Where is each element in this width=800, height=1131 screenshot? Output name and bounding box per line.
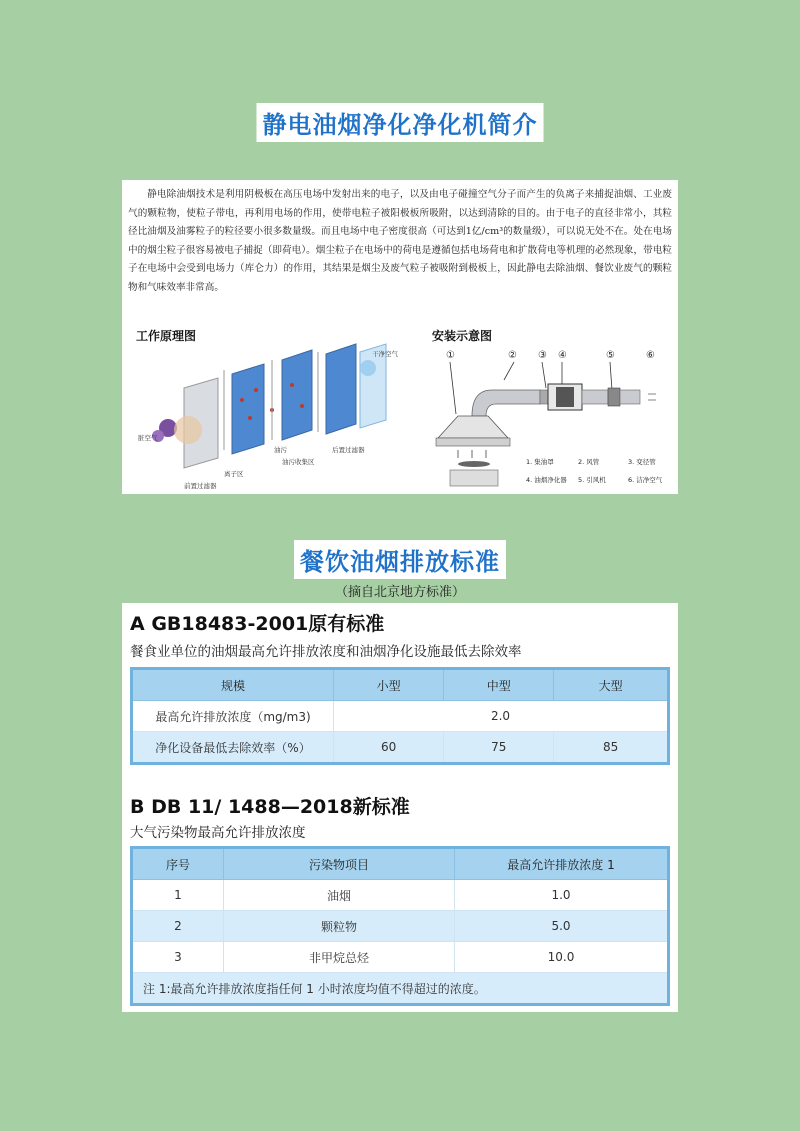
intro-card xyxy=(122,180,678,494)
num-6: ⑥ xyxy=(646,350,655,361)
label-front-filter: 前置过滤器 xyxy=(184,482,217,490)
section-title-standards: 餐饮油烟排放标准 xyxy=(294,540,506,579)
table-row xyxy=(132,669,669,701)
cell-max: 5.0 xyxy=(455,911,669,942)
cell-no: 3 xyxy=(132,942,224,973)
cell-small: 60 xyxy=(334,732,444,764)
standard-b-table xyxy=(130,846,670,1006)
working-principle-title: 工作原理图 xyxy=(136,329,197,343)
cell-large: 85 xyxy=(554,732,669,764)
legend-4: 4. 油烟净化器 xyxy=(526,476,567,484)
cell-medium: 75 xyxy=(444,732,554,764)
label-oil-stain: 油污 xyxy=(274,446,287,454)
col-no: 序号 xyxy=(132,848,224,880)
legend-2: 2. 风管 xyxy=(578,458,600,466)
intro-paragraph: 静电除油烟技术是利用阴极板在高压电场中发射出来的电子，以及由电子碰撞空气分子而产生的负离子来捕捉油烟、工业废气的颗粒物，使粒子带电，再利用电场的作用，使带电粒子被阳极板所吸附，以达到清除的目的。由于电子的直径非常小，其粒径比油烟及油雾粒子的粒径要小很多数量级。而且电场中电子密度很高（可达到1亿/cm³的数量级），可以说无处不在。处在电场中的烟尘粒子很容易被电子捕捉（即荷电）。烟尘粒子在电场中的荷电是遵循包括电场荷电和扩散荷电等机理的必然现象，带电粒子在电场中会受到电场力（库仑力）的作用，其结果是烟尘及废气粒子被吸附到极板上，因此静电去除油烟、餐饮业废气的颗粒物和气味效率非常高。 xyxy=(128,189,672,293)
cell-no: 2 xyxy=(132,911,224,942)
standards-card xyxy=(122,603,678,1012)
row-label: 净化设备最低去除效率（%） xyxy=(132,732,334,764)
label-dirty-air: 脏空气 xyxy=(138,434,158,442)
row-value: 2.0 xyxy=(334,701,669,732)
table-row xyxy=(132,848,669,880)
legend-5: 5. 引风机 xyxy=(578,476,606,484)
label-rear-filter: 后置过滤器 xyxy=(332,446,365,454)
num-5: ⑤ xyxy=(606,350,615,361)
working-principle-diagram xyxy=(132,340,402,490)
col-medium: 中型 xyxy=(444,669,554,701)
col-pollutant: 污染物项目 xyxy=(224,848,455,880)
legend-3: 3. 变径管 xyxy=(628,458,656,466)
cell-pollutant: 非甲烷总烃 xyxy=(224,942,455,973)
legend-6: 6. 洁净空气 xyxy=(628,476,663,484)
label-oil-collect: 油污收集区 xyxy=(282,458,315,466)
page-title: 静电油烟净化净化机简介 xyxy=(257,103,544,142)
table-row xyxy=(132,973,669,1005)
cell-no: 1 xyxy=(132,880,224,911)
label-clean-air: 干净空气 xyxy=(372,350,398,358)
row-label: 最高允许排放浓度（mg/m3) xyxy=(132,701,334,732)
table-row xyxy=(132,701,669,732)
col-max: 最高允许排放浓度 1 xyxy=(455,848,669,880)
installation-title: 安装示意图 xyxy=(432,329,493,343)
num-2: ② xyxy=(508,350,517,361)
cell-pollutant: 颗粒物 xyxy=(224,911,455,942)
table-row xyxy=(132,911,669,942)
label-ion-zone: 离子区 xyxy=(224,470,244,478)
col-large: 大型 xyxy=(554,669,669,701)
num-4: ④ xyxy=(558,350,567,361)
table-row xyxy=(132,942,669,973)
num-1: ① xyxy=(446,350,455,361)
cell-max: 1.0 xyxy=(455,880,669,911)
cell-max: 10.0 xyxy=(455,942,669,973)
standard-b-desc: 大气污染物最高允许排放浓度 xyxy=(130,825,306,841)
standard-b-heading: B DB 11/ 1488—2018新标准 xyxy=(130,796,410,818)
legend-1: 1. 集油罩 xyxy=(526,458,554,466)
table-note: 注 1:最高允许排放浓度指任何 1 小时浓度均值不得超过的浓度。 xyxy=(132,973,669,1005)
intro-text xyxy=(128,186,672,298)
col-scale: 规模 xyxy=(132,669,334,701)
standards-subtitle: （摘自北京地方标准） xyxy=(334,585,465,600)
col-small: 小型 xyxy=(334,669,444,701)
standard-a-heading: A GB18483-2001原有标准 xyxy=(130,613,385,635)
cell-pollutant: 油烟 xyxy=(224,880,455,911)
table-row xyxy=(132,880,669,911)
num-3: ③ xyxy=(538,350,547,361)
installation-diagram xyxy=(428,346,674,492)
standard-a-desc: 餐食业单位的油烟最高允许排放浓度和油烟净化设施最低去除效率 xyxy=(130,644,522,660)
standard-a-table xyxy=(130,667,670,765)
table-row xyxy=(132,732,669,764)
